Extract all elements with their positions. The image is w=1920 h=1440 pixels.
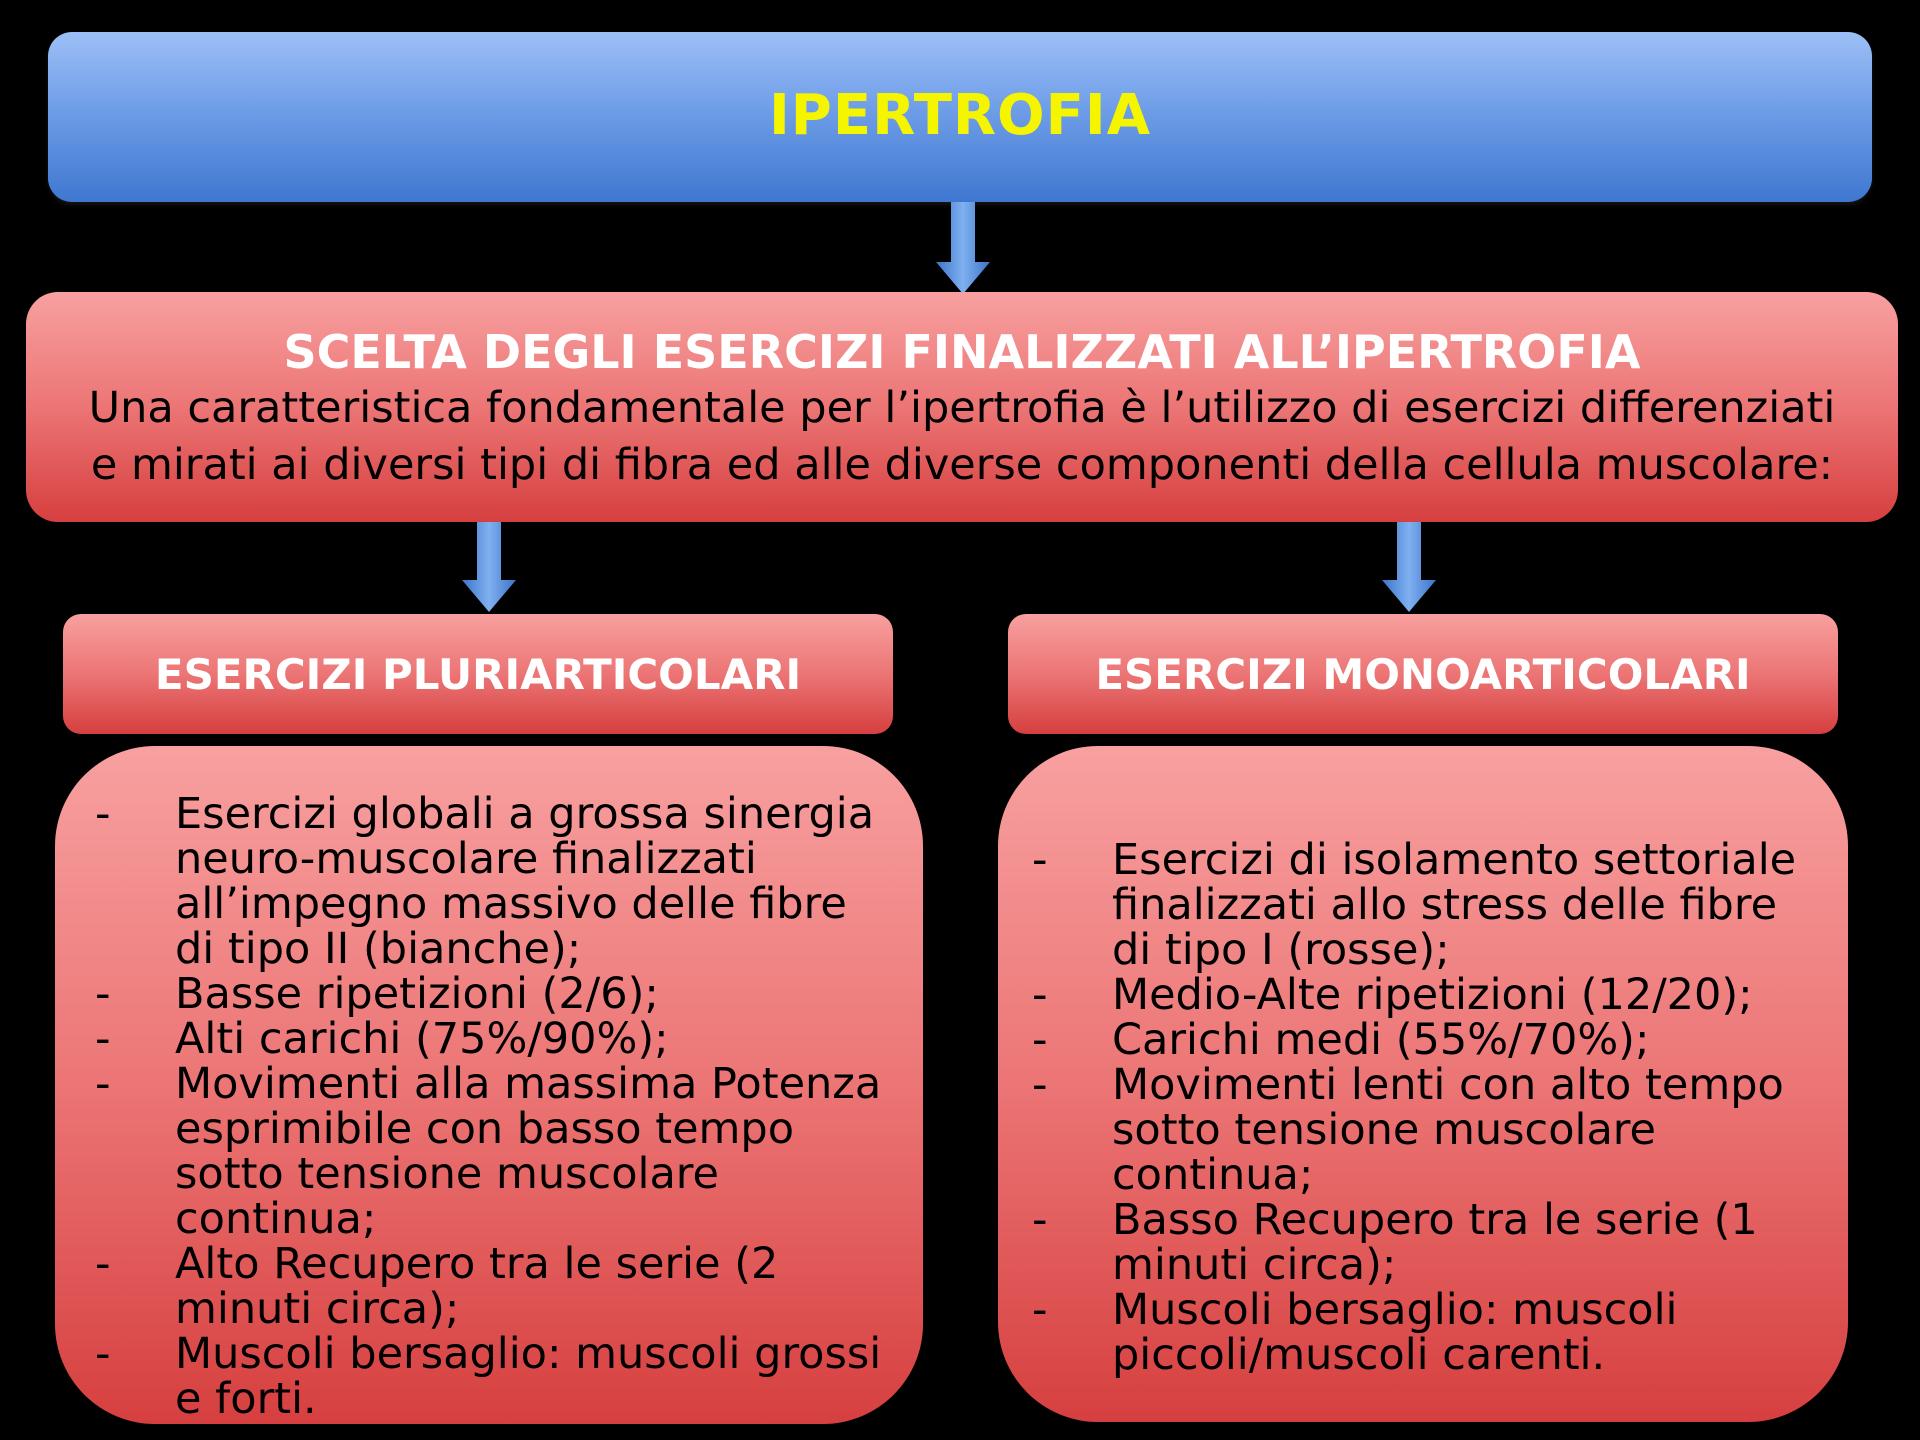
list-item: - Basso Recupero tra le serie (1 minuti circa); (1032, 1198, 1818, 1288)
list-item: - Movimenti alla massima Potenza esprimibile con basso tempo sotto tensione muscolare continua; (95, 1062, 893, 1242)
list-item: - Alti carichi (75%/90%); (95, 1017, 893, 1062)
left-column-title: ESERCIZI PLURIARTICOLARI (154, 649, 802, 699)
list-item: - Carichi medi (55%/70%); (1032, 1018, 1818, 1063)
intro-box (26, 292, 1898, 522)
right-panel (998, 746, 1848, 1422)
list-item: - Muscoli bersaglio: muscoli grossi e forti. (95, 1332, 893, 1422)
list-item: - Muscoli bersaglio: muscoli piccoli/muscoli carenti. (1032, 1288, 1818, 1378)
arrow-down-icon (936, 202, 990, 294)
list-item: - Movimenti lenti con alto tempo sotto tensione muscolare continua; (1032, 1063, 1818, 1198)
right-list (1032, 835, 1818, 1380)
list-item: - Basse ripetizioni (2/6); (95, 972, 893, 1017)
left-column-header (63, 614, 893, 734)
left-list (95, 789, 893, 1424)
list-item: - Esercizi globali a grossa sinergia neuro-muscolare finalizzati all’impegno massivo delle fibre di tipo II (bianche); (95, 792, 893, 972)
list-item: - Medio-Alte ripetizioni (12/20); (1032, 973, 1818, 1018)
main-title: IPERTROFIA (768, 82, 1152, 148)
right-column-title: ESERCIZI MONOARTICOLARI (1095, 649, 1751, 699)
arrow-down-icon (462, 522, 516, 612)
intro-title: SCELTA DEGLI ESERCIZI FINALIZZATI ALL’IPERTROFIA (283, 325, 1641, 379)
intro-line-1: Una caratteristica fondamentale per l’ipertrofia è l’utilizzo di esercizi differenziati (88, 383, 1836, 433)
list-item: - Esercizi di isolamento settoriale finalizzati allo stress delle fibre di tipo I (rosse); (1032, 838, 1818, 973)
left-panel (55, 746, 923, 1424)
arrow-down-icon (1382, 522, 1436, 612)
list-item: - Alto Recupero tra le serie (2 minuti circa); (95, 1242, 893, 1332)
intro-line-2: e mirati ai diversi tipi di fibra ed alle diverse componenti della cellula muscolare: (90, 440, 1834, 490)
right-column-header (1008, 614, 1838, 734)
title-box (48, 32, 1872, 202)
intro-description (26, 380, 1898, 494)
